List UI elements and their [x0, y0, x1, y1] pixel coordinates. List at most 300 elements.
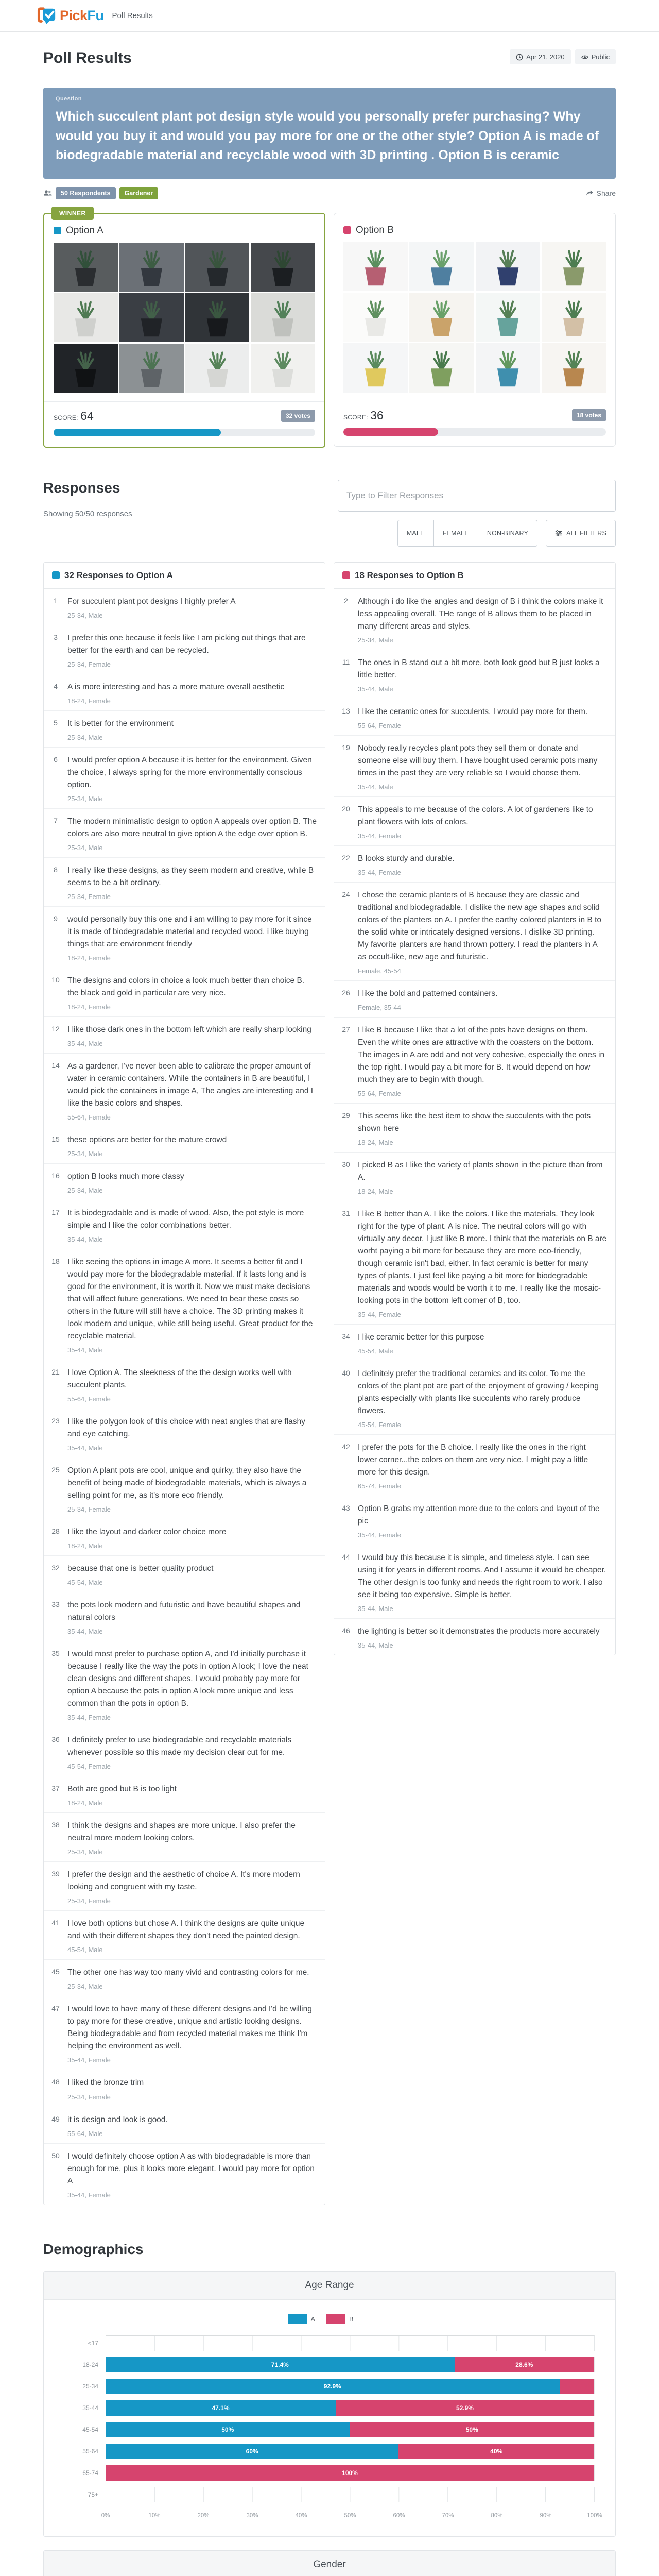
all-filters-button[interactable]: ALL FILTERS: [546, 520, 616, 547]
pot-photo-tile: [542, 242, 606, 291]
response-number: 36: [51, 1735, 60, 1744]
response-demographics: 35-44, Male: [67, 1346, 103, 1354]
response-number: 19: [342, 743, 350, 752]
response-demographics: 18-24, Male: [67, 1799, 103, 1807]
response-item: [334, 1103, 615, 1152]
pot-photo-tile: [542, 293, 606, 342]
response-text: I liked the bronze trim: [67, 2078, 144, 2088]
response-number: 40: [342, 1369, 350, 1378]
response-item: [44, 906, 325, 968]
response-number: 23: [51, 1417, 60, 1426]
response-item: [334, 845, 615, 882]
response-text: I would prefer option A because it is better for the environment. Given the choice, I always spring for the more environmentally conscious option.: [67, 755, 312, 789]
chart-bar-track: [106, 2444, 595, 2459]
option-b-color-square-icon: [343, 226, 351, 234]
response-number: 33: [51, 1600, 60, 1609]
response-number: 47: [51, 2004, 60, 2013]
response-demographics: 35-44, Female: [67, 2191, 111, 2199]
winner-badge: WINNER: [51, 207, 94, 220]
response-number: 42: [342, 1443, 350, 1451]
response-demographics: 45-54, Male: [67, 1946, 103, 1954]
pot-photo-tile: [476, 343, 540, 392]
response-demographics: 25-34, Male: [67, 733, 103, 741]
filter-male-button[interactable]: MALE: [397, 520, 434, 547]
bar-segment-b: [560, 2379, 594, 2394]
question-label: Question: [56, 96, 82, 102]
legend-label: A: [310, 2315, 315, 2323]
response-text: I prefer the design and the aesthetic of choice A. It's more modern looking and congruent with my taste.: [67, 1870, 300, 1892]
response-demographics: 18-24, Female: [67, 697, 111, 705]
response-text: I love Option A. The sleekness of the the design works well with succulent plants.: [67, 1368, 292, 1390]
axis-category-label: 18-24: [82, 2361, 98, 2368]
response-demographics: 35-44, Male: [67, 1628, 103, 1636]
response-demographics: 35-44, Female: [67, 1714, 111, 1722]
bar-segment-a: 60%: [106, 2444, 398, 2459]
response-demographics: 25-34, Male: [67, 611, 103, 619]
response-demographics: 35-44, Male: [67, 1235, 103, 1243]
bar-segment-a: 92.9%: [106, 2379, 560, 2394]
pot-photo-tile: [343, 242, 408, 291]
response-text: I like B better than A. I like the colors. I like the materials. They look right for the type of plant. A is nice. The neutral colors will go with virtually any decor. I just like B more. I think that the materials on B are worht paying a bit more for because they are more eco-friendly, though ceramic isn't bad, either. In fact ceramic is better for many types of plants. I just feel like paying a bit more for biodegradable materials and woods would be worth it to me. I really like the mosaic-looking pots in the bottom left corner of B, too.: [358, 1209, 607, 1306]
response-number: 20: [342, 804, 350, 813]
response-number: 49: [51, 2114, 60, 2123]
page-title: Poll Results: [43, 49, 132, 66]
response-number: 10: [51, 975, 60, 984]
demographics-heading: Demographics: [43, 2241, 144, 2257]
response-item: [44, 625, 325, 674]
response-number: 16: [51, 1171, 60, 1180]
score-fill: [343, 428, 438, 436]
response-text: the lighting is better so it demonstrates the products more accurately: [358, 1627, 600, 1636]
response-demographics: 45-54, Male: [358, 1347, 393, 1355]
response-item: [334, 1545, 615, 1618]
bar-segment-b: 40%: [398, 2444, 594, 2459]
response-text: I like ceramic better for this purpose: [358, 1333, 484, 1342]
response-item: [44, 1910, 325, 1959]
axis-category-label: 35-44: [82, 2404, 98, 2412]
response-item: [44, 1200, 325, 1249]
bar-segment-b: 52.9%: [336, 2400, 594, 2416]
response-text: I prefer the pots for the B choice. I really like the ones in the right lower corner...the colors on them are very nice. I might pay a little more for this design.: [358, 1443, 588, 1477]
response-item: [44, 2143, 325, 2205]
respondents-badge: 50 Respondents: [56, 187, 116, 199]
response-number: 1: [54, 596, 58, 605]
response-item: [334, 1324, 615, 1361]
response-item: [44, 1249, 325, 1360]
filter-nonbinary-button[interactable]: NON-BINARY: [478, 520, 537, 547]
age-range-chart: [44, 2300, 615, 2536]
response-text: B looks sturdy and durable.: [358, 854, 455, 863]
response-demographics: 35-44, Female: [358, 868, 401, 876]
response-item: [44, 1053, 325, 1127]
option-a-header: [54, 225, 315, 236]
response-text: I would love to have many of these different designs and I'd be willing to pay more for these creative, unique and artistic looking designs. Being biodegradable and from recycled material makes me think I'm helping the environment as well.: [67, 2005, 312, 2051]
chart-bar-track: [106, 2487, 595, 2502]
bar-segment-b: 100%: [106, 2465, 594, 2481]
response-text: It is better for the environment: [67, 719, 174, 728]
legend-label: B: [349, 2315, 354, 2323]
pot-photo-tile: [343, 343, 408, 392]
response-item: [44, 1812, 325, 1861]
response-text: would personally buy this one and i am willing to pay more for it since it is made of biodegradable material and recycled wood. i like buying things that are environment friendly: [67, 914, 312, 948]
option-a-image[interactable]: [54, 243, 315, 393]
response-number: 39: [51, 1870, 60, 1878]
chart-bar-track: [106, 2400, 595, 2416]
response-text: The ones in B stand out a bit more, both look good but B just looks a little better.: [358, 658, 600, 680]
axis-category-label: 45-54: [82, 2426, 98, 2433]
age-range-chart-title: Age Range: [44, 2272, 615, 2300]
pot-photo-tile: [476, 242, 540, 291]
response-demographics: 18-24, Female: [67, 1003, 111, 1011]
audience-badge: Gardener: [119, 187, 159, 199]
share-label: Share: [596, 189, 616, 197]
poll-visibility-chip: [575, 49, 616, 64]
response-number: 15: [51, 1134, 60, 1143]
response-demographics: 35-44, Male: [67, 1444, 103, 1452]
response-text: I picked B as I like the variety of plants shown in the picture than from A.: [358, 1160, 603, 1182]
response-demographics: 25-34, Male: [67, 1149, 103, 1158]
response-item: [44, 1959, 325, 1996]
option-b-header: [343, 225, 606, 236]
response-item: [334, 980, 615, 1017]
response-item: [44, 589, 325, 625]
response-text: I like the ceramic ones for succulents. I would pay more for them.: [358, 707, 588, 716]
response-demographics: 25-34, Male: [67, 1186, 103, 1194]
response-item: [334, 1152, 615, 1201]
axis-category-label: 75+: [88, 2490, 98, 2498]
response-demographics: 55-64, Male: [67, 2129, 103, 2138]
response-number: 34: [342, 1332, 350, 1341]
response-number: 31: [342, 1209, 350, 1217]
response-text: Option B grabs my attention more due to the colors and layout of the pic: [358, 1504, 600, 1526]
response-item: [44, 857, 325, 906]
pot-photo-tile: [119, 344, 184, 393]
response-text: A is more interesting and has a more mature overall aesthetic: [67, 682, 285, 691]
response-item: [44, 1127, 325, 1163]
gender-chart-title: Gender: [44, 2551, 615, 2576]
response-demographics: 35-44, Male: [358, 1605, 393, 1613]
poll-results-page: [12, 49, 647, 2576]
response-demographics: 25-34, Male: [67, 794, 103, 803]
pot-photo-tile: [185, 344, 250, 393]
chart-bar-track: [106, 2379, 595, 2394]
response-demographics: 18-24, Male: [67, 1542, 103, 1550]
response-number: 4: [54, 682, 58, 690]
option-b-score: SCORE: 36: [343, 408, 384, 422]
pot-photo-tile: [119, 243, 184, 292]
response-text: I like those dark ones in the bottom left which are really sharp looking: [67, 1025, 311, 1034]
response-item: [44, 2070, 325, 2106]
response-number: 11: [342, 657, 350, 666]
response-text: I definitely prefer to use biodegradable and recyclable materials whenever possible so this made my decision clear cut for me.: [67, 1736, 292, 1757]
brand-wordmark: PickFu: [60, 8, 104, 23]
response-item: [44, 1360, 325, 1409]
response-item: [44, 1458, 325, 1519]
response-demographics: 35-44, Female: [358, 1311, 401, 1319]
response-text: Nobody really recycles plant pots they sell them or donate and someone else will buy them. I have bought used ceramic pots many times in the past they are very reliable so I would choose them.: [358, 743, 598, 777]
response-item: [44, 1555, 325, 1592]
response-demographics: 25-34, Male: [67, 1982, 103, 1991]
poll-date-chip: [510, 49, 570, 64]
pot-photo-tile: [476, 293, 540, 342]
response-number: 46: [342, 1626, 350, 1635]
responses-option-b-list: [334, 589, 615, 1655]
response-demographics: 45-54, Male: [67, 1579, 103, 1587]
pot-photo-tile: [251, 293, 315, 342]
response-demographics: 25-34, Male: [67, 843, 103, 852]
response-item: [44, 1016, 325, 1053]
option-a-label: Option A: [66, 225, 103, 236]
response-number: 35: [51, 1649, 60, 1658]
response-number: 45: [51, 1968, 60, 1976]
response-item: [334, 1361, 615, 1434]
response-number: 2: [344, 596, 348, 605]
response-number: 38: [51, 1821, 60, 1829]
response-number: 48: [51, 2078, 60, 2087]
responses-option-a-card: [43, 562, 325, 2205]
response-text: I definitely prefer the traditional ceramics and its color. To me the colors of the plant pot are part of the enjoyment of growing / keeping plants especially with plants like succulents who rarely produce flowers.: [358, 1369, 599, 1416]
bar-segment-a: 47.1%: [106, 2400, 336, 2416]
responses-option-a-list: [44, 589, 325, 2205]
response-number: 7: [54, 816, 58, 825]
response-item: [44, 1996, 325, 2070]
pot-photo-tile: [54, 293, 118, 342]
response-number: 50: [51, 2151, 60, 2160]
response-number: 13: [342, 706, 350, 715]
response-item: [44, 747, 325, 808]
response-demographics: 18-24, Male: [358, 1138, 393, 1146]
response-item: [334, 735, 615, 796]
responses-option-b-heading: 18 Responses to Option B: [334, 563, 615, 589]
response-demographics: 35-44, Female: [358, 1531, 401, 1539]
response-item: [334, 1496, 615, 1545]
response-item: [44, 1727, 325, 1776]
pickfu-logo[interactable]: [37, 6, 104, 26]
chart-bar-track: [106, 2465, 595, 2481]
response-text: I prefer this one because it feels like I am picking out things that are better for the earth and can be recycled.: [67, 633, 306, 655]
clock-icon: [516, 54, 523, 61]
age-range-chart-card: [43, 2271, 616, 2537]
response-text: I would definitely choose option A as with biodegradable is more than enough for me, plus it looks more elegant. I would pay more for option A: [67, 2151, 315, 2185]
response-number: 26: [342, 988, 350, 997]
score-fill: [54, 429, 221, 436]
response-item: [44, 1409, 325, 1458]
option-a-color-square-icon: [52, 571, 60, 579]
response-text: Although i do like the angles and design of B i think the colors make it less appealing overall. THe range of B allows them to be placed in many different areas and styles.: [358, 597, 603, 631]
bar-segment-b: 50%: [350, 2422, 595, 2437]
response-item: [334, 589, 615, 650]
response-text: I would most prefer to purchase option A, and I'd initially purchase it because I really like the way the pots in option A look; I love the neat clean designs and different shapes. I would probably pay more for option A because the pots in option A look more unique and less common than the pots in option B.: [67, 1650, 308, 1708]
response-demographics: 65-74, Female: [358, 1482, 401, 1490]
response-item: [334, 1017, 615, 1103]
pot-photo-tile: [343, 293, 408, 342]
gender-chart-card: [43, 2550, 616, 2576]
response-item: [334, 796, 615, 845]
response-number: 43: [342, 1504, 350, 1513]
response-text: I would buy this because it is simple, and timeless style. I can see using it for years in different rooms. And I assume it would be cheaper. The other design is too funky and needs the right room to work. I also see it being too expensive. Simple is better.: [358, 1553, 606, 1600]
response-demographics: 35-44, Male: [358, 685, 393, 693]
responses-count: Showing 50/50 responses: [43, 509, 132, 518]
legend-swatch-a: [288, 2314, 307, 2324]
response-number: 12: [51, 1024, 60, 1033]
response-text: option B looks much more classy: [67, 1172, 184, 1181]
response-demographics: 35-44, Male: [358, 1641, 393, 1650]
response-number: 8: [54, 865, 58, 874]
chart-bar-track: [106, 2422, 595, 2437]
axis-category-label: 55-64: [82, 2447, 98, 2455]
bar-segment-a: 71.4%: [106, 2357, 455, 2372]
response-text: these options are better for the mature crowd: [67, 1135, 227, 1144]
response-item: [44, 674, 325, 710]
header-app-label: Poll Results: [112, 11, 153, 20]
pot-photo-tile: [54, 243, 118, 292]
response-number: 27: [342, 1025, 350, 1033]
response-text: I like the bold and patterned containers.: [358, 989, 498, 998]
response-text: I like seeing the options in image A more. It seems a better fit and I would pay more for the biodegradable material. If it lasts long and is good for the environment, it is worth it. Now we must make decisions that will affect future generations. We need to bear these costs so others in the future will still have a choice. The 3D printing makes it look modern and unique, while still being useful. Great product for the recyclable material.: [67, 1257, 313, 1341]
response-number: 32: [51, 1564, 60, 1572]
response-item: [44, 2107, 325, 2143]
response-text: Both are good but B is too light: [67, 1785, 177, 1794]
question-text: Which succulent plant pot design style would you personally prefer purchasing? Why would you buy it and would you pay more for one or the other style? Option A is made of biodegradable material and recyclable wood with 3D printing . Option B is ceramic: [56, 109, 599, 162]
poll-visibility: Public: [591, 53, 610, 61]
bar-segment-b: 28.6%: [455, 2357, 594, 2372]
response-text: As a gardener, I've never been able to calibrate the proper amount of water in ceramic containers. While the containers in B are beautiful, I would pick the containers in image A, The angles are interesting and I like the basic colors and shapes.: [67, 1061, 314, 1108]
response-text: because that one is better quality product: [67, 1564, 214, 1573]
response-number: 18: [51, 1257, 60, 1265]
response-demographics: 25-34, Female: [67, 892, 111, 901]
response-item: [44, 1776, 325, 1812]
filter-responses-input[interactable]: [338, 480, 616, 512]
response-number: 17: [51, 1208, 60, 1216]
response-demographics: 18-24, Male: [358, 1187, 393, 1195]
response-text: the pots look modern and futuristic and have beautiful shapes and natural colors: [67, 1601, 301, 1622]
response-item: [334, 1618, 615, 1655]
responses-option-b-card: [334, 562, 616, 1656]
response-item: [334, 1201, 615, 1324]
response-demographics: 35-44, Female: [358, 832, 401, 840]
response-item: [44, 710, 325, 747]
response-demographics: 35-44, Male: [67, 1039, 103, 1047]
option-a-score: SCORE: 64: [54, 409, 94, 422]
response-item: [334, 1434, 615, 1496]
option-b-image[interactable]: [343, 242, 606, 393]
pot-photo-tile: [409, 293, 474, 342]
response-number: 29: [342, 1111, 350, 1120]
option-b-votes-badge: 18 votes: [572, 409, 606, 421]
bar-segment-a: 50%: [106, 2422, 350, 2437]
chart-bar-track: [106, 2357, 595, 2372]
pot-photo-tile: [542, 343, 606, 392]
option-b-score-bar: [343, 428, 606, 436]
chart-legend: [58, 2314, 595, 2324]
response-item: [44, 968, 325, 1016]
response-text: The modern minimalistic design to option A appeals over option B. The colors are also more neutral to give option A the edge over option B.: [67, 817, 317, 838]
option-a-card: [43, 209, 325, 448]
response-number: 37: [51, 1784, 60, 1793]
option-a-votes-badge: 32 votes: [281, 410, 315, 422]
response-text: For succulent plant pot designs I highly prefer A: [67, 597, 236, 606]
responses-option-a-heading: 32 Responses to Option A: [44, 563, 325, 589]
response-text: it is design and look is good.: [67, 2115, 168, 2124]
response-number: 28: [51, 1527, 60, 1536]
response-text: I love both options but chose A. I think the designs are quite unique and with their different shapes they don't need the painted design.: [67, 1919, 305, 1941]
response-item: [44, 1163, 325, 1200]
pot-photo-tile: [185, 293, 250, 342]
filter-female-button[interactable]: FEMALE: [434, 520, 478, 547]
response-text: It is biodegradable and is made of wood. Also, the pot style is more simple and I like the color combinations better.: [67, 1208, 304, 1230]
response-number: 24: [342, 890, 350, 899]
response-number: 30: [342, 1160, 350, 1168]
response-demographics: 45-54, Female: [358, 1421, 401, 1429]
pot-photo-tile: [409, 343, 474, 392]
response-demographics: 55-64, Female: [358, 721, 401, 730]
option-b-color-square-icon: [342, 571, 350, 579]
response-demographics: 25-34, Female: [67, 2093, 111, 2101]
response-demographics: 25-34, Male: [67, 1848, 103, 1856]
response-item: [44, 1592, 325, 1641]
response-number: 14: [51, 1061, 60, 1070]
option-b-card: [334, 213, 616, 447]
legend-swatch-b: [326, 2314, 345, 2324]
response-demographics: 25-34, Female: [67, 660, 111, 668]
response-demographics: 25-34, Female: [67, 1505, 111, 1514]
response-demographics: 35-44, Male: [358, 783, 393, 791]
response-item: [44, 1641, 325, 1727]
response-item: [44, 808, 325, 857]
poll-date: Apr 21, 2020: [526, 53, 565, 61]
option-b-label: Option B: [356, 224, 394, 235]
response-item: [334, 650, 615, 699]
response-item: [44, 1519, 325, 1555]
response-text: Option A plant pots are cool, unique and quirky, they also have the benefit of being made of biodegradable materials, which is always a selling point for me, as it's more eco friendly.: [67, 1466, 307, 1500]
response-demographics: Female, 35-44: [358, 1003, 401, 1011]
response-item: [334, 882, 615, 980]
option-a-score-bar: [54, 429, 315, 436]
response-number: 6: [54, 755, 58, 764]
response-demographics: 55-64, Female: [67, 1395, 111, 1403]
pot-photo-tile: [185, 243, 250, 292]
response-text: This seems like the best item to show the succulents with the pots shown here: [358, 1111, 591, 1133]
response-text: This appeals to me because of the colors. A lot of gardeners like to plant flowers with lots of colors.: [358, 805, 593, 826]
poll-meta: [510, 49, 616, 64]
pot-photo-tile: [251, 243, 315, 292]
response-text: The other one has way too many vivid and contrasting colors for me.: [67, 1968, 309, 1977]
share-button[interactable]: [586, 189, 616, 197]
response-text: I like B because I like that a lot of the pots have designs on them. Even the white ones are attractive with the coasters on the bottom. The images in A are odd and not very cohesive, especially the ones in the top right. I would pay a bit more for B. It would depend on how much they are to begin with though.: [358, 1025, 605, 1084]
users-icon: [43, 189, 52, 197]
response-demographics: 18-24, Female: [67, 954, 111, 962]
pot-photo-tile: [119, 293, 184, 342]
response-demographics: Female, 45-54: [358, 967, 401, 975]
response-item: [44, 1861, 325, 1910]
response-number: 44: [342, 1553, 350, 1562]
response-demographics: 25-34, Male: [358, 636, 393, 644]
response-demographics: 55-64, Female: [67, 1113, 111, 1121]
chart-bar-track: [106, 2335, 595, 2351]
response-number: 41: [51, 1919, 60, 1927]
response-demographics: 55-64, Female: [358, 1089, 401, 1097]
pot-photo-tile: [54, 344, 118, 393]
eye-icon: [581, 54, 588, 61]
option-a-color-square-icon: [54, 227, 61, 234]
axis-category-label: 25-34: [82, 2382, 98, 2390]
response-text: I chose the ceramic planters of B because they are classic and traditional and biodegradable. I dislike the new age shapes and solid colors of the planters on A. I prefer the earthy colored planters in B to the solid white or intricately designed versions. I dislike 3D printing. My favorite planters are hand thrown pottery. I read the planters in A as occult-like, new age and futuristic.: [358, 890, 602, 961]
response-text: I really like these designs, as they seem modern and creative, while B seems to be a bit ordinary.: [67, 866, 314, 887]
response-text: I like the polygon look of this choice with neat angles that are flashy and eye catching.: [67, 1417, 305, 1439]
share-icon: [586, 189, 594, 197]
responses-heading: Responses: [43, 479, 120, 496]
response-demographics: 25-34, Female: [67, 1897, 111, 1905]
